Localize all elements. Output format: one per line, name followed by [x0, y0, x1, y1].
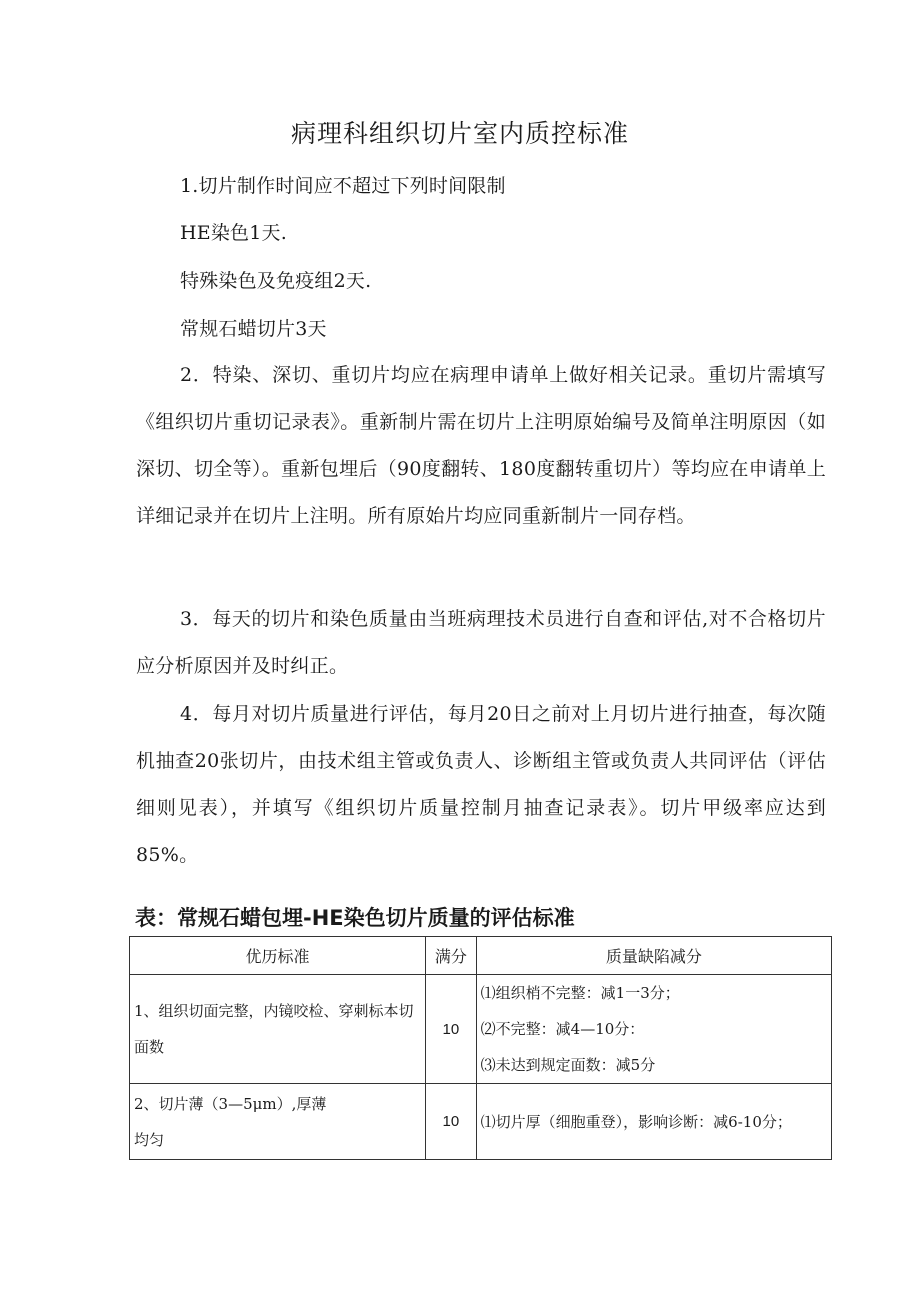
row1-deduction-2: ⑵不完整：减4—10分：	[480, 1020, 645, 1038]
header-deduction: 质量缺陷减分	[476, 937, 831, 975]
quality-table	[129, 936, 832, 1160]
item3-paragraph: 3．每天的切片和染色质量由当班病理技术员进行自查和评估,对不合格切片应分析原因并及时纠正。	[136, 608, 826, 677]
item4-paragraph: 4．每月对切片质量进行评估，每月20日之前对上月切片进行抽查，每次随机抽查20张切片，由技术组主管或负责人、诊断组主管或负责人共同评估（评估细则见表），并填写《组织切片质量控制月抽查记录表》。切片甲级率应达到85%。	[136, 703, 826, 866]
row2-standard-text: 2、切片薄（3—5μm）,厚薄均匀	[134, 1094, 327, 1149]
table-header-row	[130, 937, 832, 975]
header-standard: 优历标准	[130, 937, 426, 975]
row1-deductions	[476, 975, 831, 1084]
table-caption: 表：常规石蜡包埋-HE染色切片质量的评估标准	[135, 906, 575, 930]
item1-line-paraffin: 常规石蜡切片3天	[180, 318, 327, 340]
document-title: 病理科组织切片室内质控标准	[290, 119, 629, 148]
item1-line-he: HE染色1天.	[180, 222, 287, 244]
item1-line-special: 特殊染色及免疫组2天.	[180, 270, 372, 292]
row1-standard: 1、组织切面完整，内镜咬检、穿刺标本切面数	[130, 975, 426, 1084]
table-row	[130, 1084, 832, 1160]
item2-paragraph: 2．特染、深切、重切片均应在病理申请单上做好相关记录。重切片需填写《组织切片重切记录表》。重新制片需在切片上注明原始编号及简单注明原因（如深切、切全等）。重新包埋后（90度翻转、180度翻转重切片）等均应在申请单上详细记录并在切片上注明。所有原始片均应同重新制片一同存档。	[136, 364, 826, 527]
table-row	[130, 975, 832, 1084]
item1-heading: 1.切片制作时间应不超过下列时间限制	[180, 175, 506, 197]
row1-score: 10	[426, 975, 477, 1084]
row2-deductions: ⑴切片厚（细胞重登），影响诊断：减6-10分；	[476, 1084, 831, 1160]
row1-deduction-1: ⑴组织梢不完整：减1一3分；	[480, 984, 680, 1002]
row1-deduction-3: ⑶未达到规定面数：减5分	[480, 1056, 656, 1074]
row2-standard	[130, 1084, 426, 1160]
header-score: 满分	[426, 937, 477, 975]
row2-score: 10	[426, 1084, 477, 1160]
